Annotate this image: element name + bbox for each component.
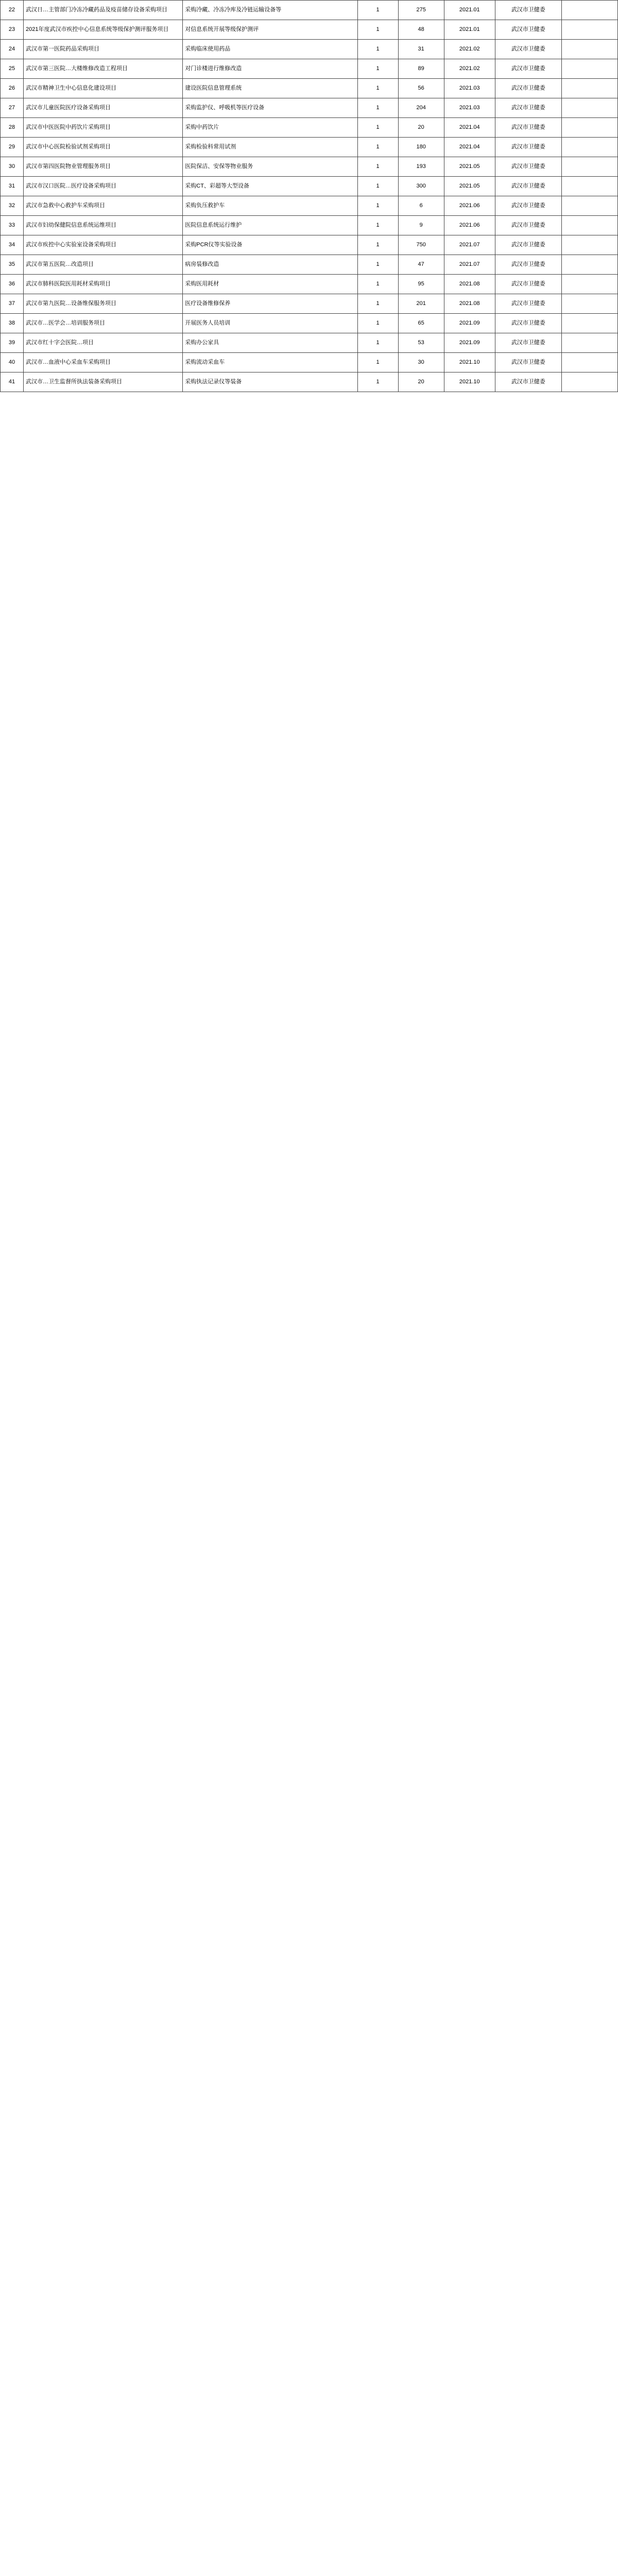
row-quantity: 1: [357, 138, 398, 157]
row-date: 2021.06: [444, 196, 495, 216]
row-number: 31: [1, 177, 24, 196]
table-row: [1, 255, 618, 275]
row-unit: 武汉市卫健委: [495, 98, 561, 118]
row-name: 武汉日…主管部门冷冻冷藏药品及疫苗储存设备采购项目: [24, 1, 183, 20]
row-quantity: 1: [357, 294, 398, 314]
row-description: 采购办公家具: [183, 333, 357, 353]
row-unit: 武汉市卫健委: [495, 138, 561, 157]
table-row: [1, 138, 618, 157]
row-name: 武汉市妇幼保健院信息系统运维项目: [24, 216, 183, 235]
row-description: 采购医用耗材: [183, 275, 357, 294]
row-name: 武汉市急救中心救护车采购项目: [24, 196, 183, 216]
row-unit: 武汉市卫健委: [495, 118, 561, 138]
row-description: 采购临床使用药品: [183, 40, 357, 59]
row-name: 武汉市疾控中心实验室设备采购项目: [24, 235, 183, 255]
row-name: 武汉市第五医院…改造项目: [24, 255, 183, 275]
row-name: 武汉市肺科医院医用耗材采购项目: [24, 275, 183, 294]
row-number: 36: [1, 275, 24, 294]
row-remark: [561, 1, 617, 20]
row-quantity: 1: [357, 59, 398, 79]
row-remark: [561, 216, 617, 235]
row-quantity: 1: [357, 20, 398, 40]
row-remark: [561, 255, 617, 275]
row-amount: 31: [398, 40, 444, 59]
row-remark: [561, 275, 617, 294]
row-amount: 65: [398, 314, 444, 333]
row-name: 武汉市第一医院药品采购项目: [24, 40, 183, 59]
row-amount: 193: [398, 157, 444, 177]
row-quantity: 1: [357, 235, 398, 255]
table-row: [1, 216, 618, 235]
row-remark: [561, 118, 617, 138]
row-description: 采购流动采血车: [183, 353, 357, 372]
row-unit: 武汉市卫健委: [495, 79, 561, 98]
row-description: 对信息系统开展等级保护测评: [183, 20, 357, 40]
row-name: 武汉市…血液中心采血车采购项目: [24, 353, 183, 372]
row-number: 30: [1, 157, 24, 177]
row-name: 武汉市第三医院…大楼维修改造工程项目: [24, 59, 183, 79]
row-number: 29: [1, 138, 24, 157]
row-remark: [561, 314, 617, 333]
row-description: 医疗设备维修保养: [183, 294, 357, 314]
row-number: 28: [1, 118, 24, 138]
table-row: [1, 294, 618, 314]
row-remark: [561, 20, 617, 40]
row-amount: 204: [398, 98, 444, 118]
row-date: 2021.05: [444, 157, 495, 177]
row-name: 武汉市中心医院检验试剂采购项目: [24, 138, 183, 157]
row-date: 2021.07: [444, 255, 495, 275]
row-date: 2021.07: [444, 235, 495, 255]
row-number: 22: [1, 1, 24, 20]
row-quantity: 1: [357, 216, 398, 235]
row-date: 2021.10: [444, 372, 495, 392]
row-unit: 武汉市卫健委: [495, 333, 561, 353]
row-unit: 武汉市卫健委: [495, 177, 561, 196]
row-name: 武汉市第九医院…设备维保服务项目: [24, 294, 183, 314]
row-unit: 武汉市卫健委: [495, 275, 561, 294]
row-date: 2021.02: [444, 40, 495, 59]
row-unit: 武汉市卫健委: [495, 20, 561, 40]
row-remark: [561, 372, 617, 392]
table-row: [1, 118, 618, 138]
row-unit: 武汉市卫健委: [495, 40, 561, 59]
table-row: [1, 1, 618, 20]
row-amount: 20: [398, 118, 444, 138]
row-amount: 95: [398, 275, 444, 294]
row-name: 武汉市红十字会医院…项目: [24, 333, 183, 353]
row-name: 武汉市第四医院物业管理服务项目: [24, 157, 183, 177]
table-row: [1, 235, 618, 255]
row-remark: [561, 294, 617, 314]
row-unit: 武汉市卫健委: [495, 196, 561, 216]
row-unit: 武汉市卫健委: [495, 235, 561, 255]
row-description: 采购负压救护车: [183, 196, 357, 216]
row-unit: 武汉市卫健委: [495, 59, 561, 79]
table-row: [1, 40, 618, 59]
row-description: 对门诊楼进行维修改造: [183, 59, 357, 79]
row-number: 25: [1, 59, 24, 79]
table-body: [1, 1, 618, 392]
row-quantity: 1: [357, 372, 398, 392]
row-description: 采购CT、彩超等大型设备: [183, 177, 357, 196]
procurement-table: [0, 0, 618, 392]
row-name: 武汉市…卫生监督所执法装备采购项目: [24, 372, 183, 392]
row-date: 2021.09: [444, 333, 495, 353]
row-name: 武汉市中医医院中药饮片采购项目: [24, 118, 183, 138]
row-name: 武汉市汉口医院…医疗设备采购项目: [24, 177, 183, 196]
row-date: 2021.01: [444, 1, 495, 20]
row-date: 2021.10: [444, 353, 495, 372]
row-description: 采购检验科常用试剂: [183, 138, 357, 157]
row-amount: 180: [398, 138, 444, 157]
table-row: [1, 20, 618, 40]
row-quantity: 1: [357, 196, 398, 216]
row-quantity: 1: [357, 275, 398, 294]
row-remark: [561, 235, 617, 255]
row-description: 建设医院信息管理系统: [183, 79, 357, 98]
table-row: [1, 59, 618, 79]
row-remark: [561, 40, 617, 59]
row-name: 武汉市儿童医院医疗设备采购项目: [24, 98, 183, 118]
row-description: 采购监护仪、呼吸机等医疗设备: [183, 98, 357, 118]
row-quantity: 1: [357, 40, 398, 59]
row-number: 23: [1, 20, 24, 40]
row-amount: 201: [398, 294, 444, 314]
row-amount: 89: [398, 59, 444, 79]
row-amount: 9: [398, 216, 444, 235]
row-date: 2021.05: [444, 177, 495, 196]
row-number: 37: [1, 294, 24, 314]
table-row: [1, 353, 618, 372]
row-quantity: 1: [357, 98, 398, 118]
row-date: 2021.09: [444, 314, 495, 333]
row-remark: [561, 59, 617, 79]
row-remark: [561, 177, 617, 196]
row-number: 35: [1, 255, 24, 275]
row-amount: 47: [398, 255, 444, 275]
row-amount: 275: [398, 1, 444, 20]
table-row: [1, 196, 618, 216]
row-unit: 武汉市卫健委: [495, 1, 561, 20]
row-name: 武汉市…医学会…培训服务项目: [24, 314, 183, 333]
row-date: 2021.02: [444, 59, 495, 79]
row-number: 32: [1, 196, 24, 216]
row-description: 开展医务人员培训: [183, 314, 357, 333]
row-amount: 300: [398, 177, 444, 196]
table-row: [1, 333, 618, 353]
row-number: 34: [1, 235, 24, 255]
row-description: 采购中药饮片: [183, 118, 357, 138]
row-remark: [561, 196, 617, 216]
row-quantity: 1: [357, 79, 398, 98]
row-unit: 武汉市卫健委: [495, 255, 561, 275]
row-number: 38: [1, 314, 24, 333]
row-quantity: 1: [357, 177, 398, 196]
row-amount: 56: [398, 79, 444, 98]
row-quantity: 1: [357, 1, 398, 20]
row-unit: 武汉市卫健委: [495, 314, 561, 333]
row-quantity: 1: [357, 118, 398, 138]
table-row: [1, 157, 618, 177]
row-description: 医院保洁、安保等物业服务: [183, 157, 357, 177]
row-number: 41: [1, 372, 24, 392]
row-number: 39: [1, 333, 24, 353]
row-number: 33: [1, 216, 24, 235]
row-name: 2021年度武汉市疾控中心信息系统等级保护测评服务项目: [24, 20, 183, 40]
row-quantity: 1: [357, 255, 398, 275]
row-amount: 48: [398, 20, 444, 40]
row-unit: 武汉市卫健委: [495, 372, 561, 392]
row-number: 26: [1, 79, 24, 98]
row-name: 武汉市精神卫生中心信息化建设项目: [24, 79, 183, 98]
row-amount: 20: [398, 372, 444, 392]
table-row: [1, 98, 618, 118]
row-quantity: 1: [357, 353, 398, 372]
row-remark: [561, 333, 617, 353]
row-amount: 30: [398, 353, 444, 372]
table-row: [1, 314, 618, 333]
row-unit: 武汉市卫健委: [495, 353, 561, 372]
row-description: 采购PCR仪等实验设备: [183, 235, 357, 255]
row-unit: 武汉市卫健委: [495, 157, 561, 177]
row-unit: 武汉市卫健委: [495, 216, 561, 235]
row-unit: 武汉市卫健委: [495, 294, 561, 314]
row-number: 24: [1, 40, 24, 59]
row-amount: 53: [398, 333, 444, 353]
row-amount: 750: [398, 235, 444, 255]
row-remark: [561, 157, 617, 177]
row-description: 采购冷藏、冷冻冷库及冷链运输设备等: [183, 1, 357, 20]
row-number: 40: [1, 353, 24, 372]
row-date: 2021.03: [444, 79, 495, 98]
row-date: 2021.06: [444, 216, 495, 235]
table-row: [1, 177, 618, 196]
row-description: 医院信息系统运行维护: [183, 216, 357, 235]
row-remark: [561, 138, 617, 157]
table-row: [1, 372, 618, 392]
row-quantity: 1: [357, 333, 398, 353]
row-quantity: 1: [357, 157, 398, 177]
row-quantity: 1: [357, 314, 398, 333]
table-row: [1, 275, 618, 294]
table-row: [1, 79, 618, 98]
row-description: 病房装修改造: [183, 255, 357, 275]
row-date: 2021.03: [444, 98, 495, 118]
row-remark: [561, 98, 617, 118]
row-date: 2021.01: [444, 20, 495, 40]
row-remark: [561, 353, 617, 372]
row-amount: 6: [398, 196, 444, 216]
row-date: 2021.04: [444, 118, 495, 138]
row-description: 采购执法记录仪等装备: [183, 372, 357, 392]
row-date: 2021.08: [444, 294, 495, 314]
row-date: 2021.08: [444, 275, 495, 294]
row-remark: [561, 79, 617, 98]
row-date: 2021.04: [444, 138, 495, 157]
row-number: 27: [1, 98, 24, 118]
